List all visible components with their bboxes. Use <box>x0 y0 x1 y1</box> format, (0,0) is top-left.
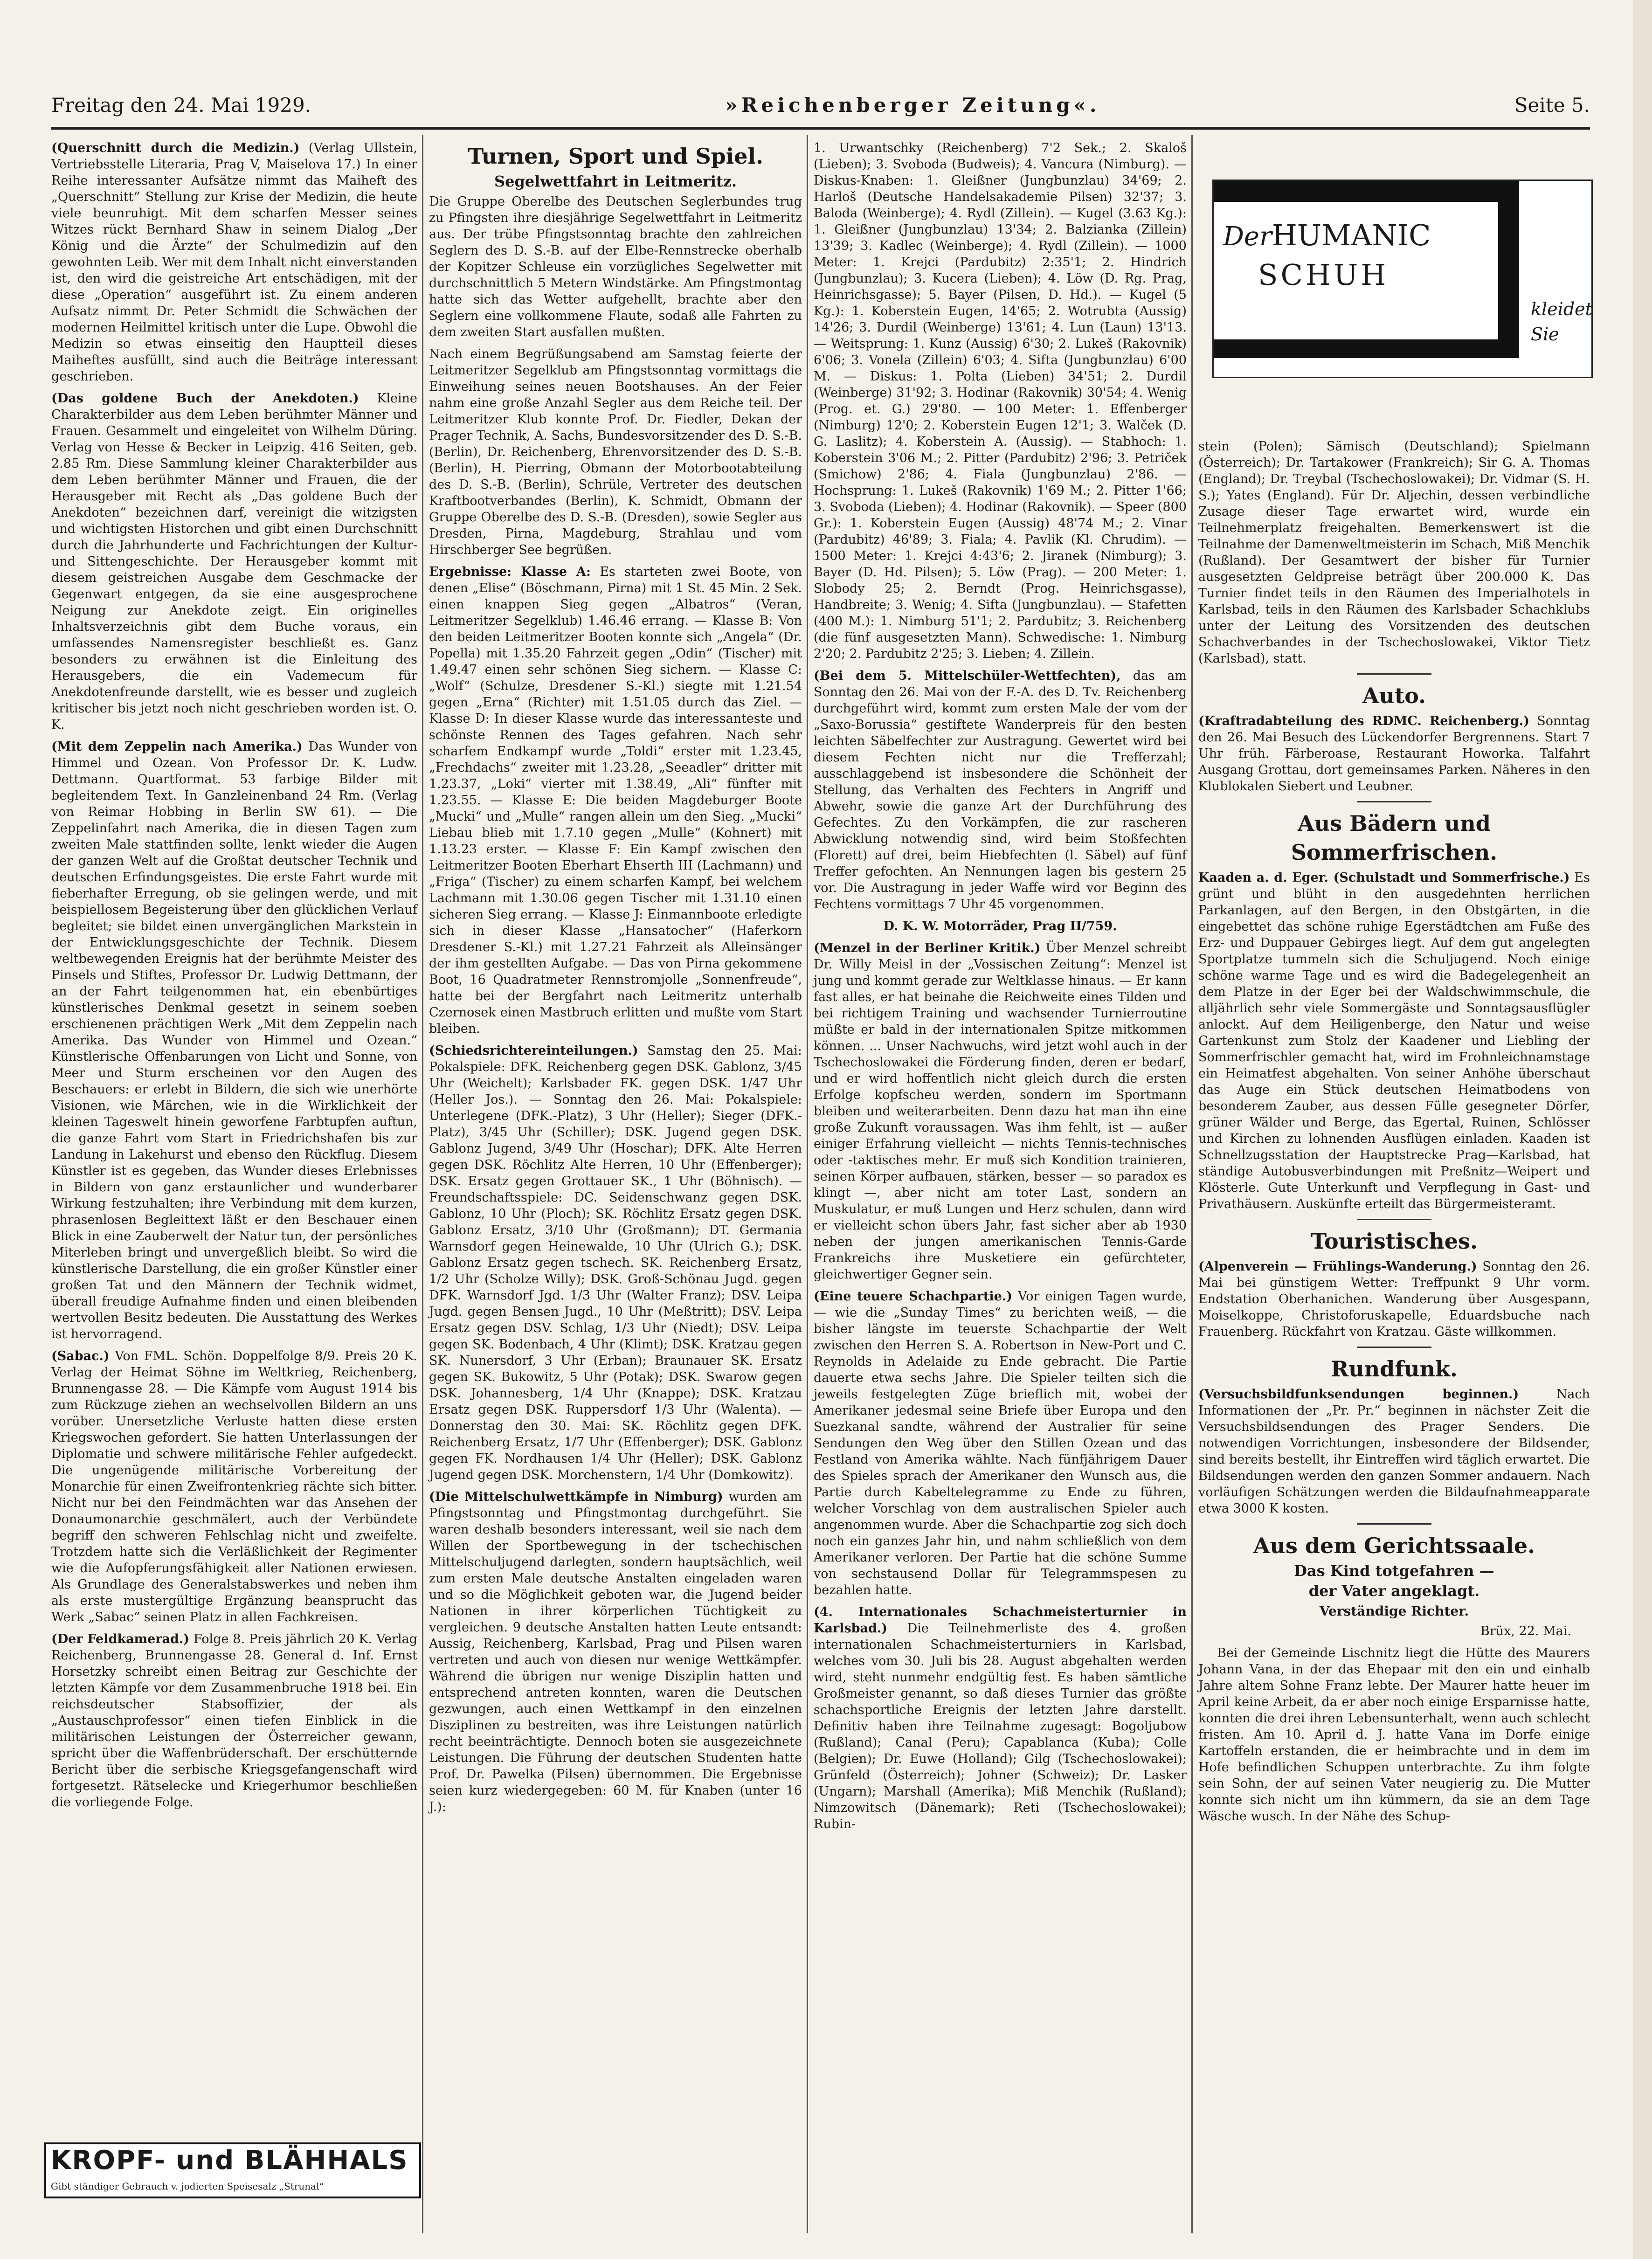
article-heading: (Alpenverein — Frühlings-Wanderung.) <box>1198 1259 1477 1274</box>
section-title-touristisches: Touristisches. <box>1311 1229 1478 1254</box>
article-paragraph <box>429 346 802 558</box>
section-divider <box>1357 801 1431 802</box>
article-anekdoten <box>51 390 417 733</box>
article-heading: (Versuchsbildfunksendungen beginnen.) <box>1198 1387 1519 1402</box>
article-heading: Kaaden a. d. Eger. (Schulstadt und Sommerfrische.) <box>1198 870 1570 885</box>
article-text: stein (Polen); Sämisch (Deutschland); Spielmann (Österreich); Dr. Tartakower (Frankreich); Sir G. A. Thomas (England); Dr. Treybal (Tschechoslowakei); Dr. Vidmar (S. H. S.); Yates (England). Für Dr. Aljechin, dessen verbindliche Zusage dieser Tage erwartet wird, wurde ein Teilnehmerplatz freigehalten. Bemerkenswert ist die Teilnahme der Damenweltmeisterin im Schach, Miß Menchik (Rußland). Der Gesamtwert der bisher für Turnier ausgesetzten Geldpreise beträgt über 200.000 K. Das Turnier findet teils in den Räumen des Imperialhotels in Karlsbad, teils in den Räumen des Karlsbader Schachklubs unter der Leitung des Vorsitzenden des deutschen Schachverbandes in der Tschechoslowakei, Viktor Tietz (Karlsbad), statt. <box>1198 439 1590 666</box>
article-paragraph <box>429 564 802 1037</box>
article-text: Über Menzel schreibt Dr. Willy Meisl in der „Vossischen Zeitung“: Menzel ist jung und kommt gerade zur Weltklasse hinaus. — Er kann fast alles, er hat beinahe die Reichweite eines Tilden und bei richtigem Training und wachsender Turnierroutine müßte er bald in der internationalen Spitze mitkommen können. ... Unser Nachwuchs, wird jetzt wohl auch in der Tschechoslowakei die Förderung finden, deren er bedarf, und er wird hoffentlich nicht gleich durch die ersten Erfolge kopfscheu werden, sondern im Sportmann bleiben und weiterarbeiten. Denn dazu hat man ihn eine große Zukunft voraussagen. Was ihm fehlt, ist — außer einiger Erfahrung vielleicht — nichts Tennis-technisches oder -taktisches mehr. Er muß sich Kondition trainieren, seinen Körper aufbauen, stärken, besser — so paradox es klingt —, aber nicht am toter Last, sondern an Muskulatur, er muß Lungen und Herz schulen, dann wird er vielleicht schon übers Jahr, fast sicher aber ab 1930 neben der jungen amerikanischen Tennis-Garde Frankreichs ihre Musketiere ein gefürchteter, gleichwertiger Gegner sein. <box>814 941 1187 1282</box>
ad-brand-line <box>1223 218 1431 252</box>
article-heading: (4. Internationales Schachmeisterturnier in Karlsbad.) <box>814 1605 1187 1636</box>
article-heading: (Die Mittelschulwettkämpfe in Nimburg) <box>429 1490 723 1504</box>
article-heading: (Bei dem 5. Mittelschüler-Wettfechten), <box>814 669 1121 683</box>
article-paragraph <box>429 1489 802 1815</box>
article-heading: (Das goldene Buch der Anekdoten.) <box>51 391 359 406</box>
ad-subline: Gibt ständiger Gebrauch v. jodierten Speisesalz „Strunal“ <box>51 2181 324 2192</box>
article-heading: D. K. W. Motorräder, Prag II/759. <box>883 919 1117 933</box>
headline-line: der Vater angeklagt. <box>1308 1582 1480 1600</box>
column-divider <box>807 135 808 2233</box>
headline-subline: Verständige Richter. <box>1319 1603 1469 1619</box>
section-divider <box>1357 1523 1431 1525</box>
section-divider <box>1357 1219 1431 1220</box>
article-paragraph <box>1198 713 1590 794</box>
article-feldkamerad <box>51 1631 417 1810</box>
article-text: Von FML. Schön. Doppelfolge 8/9. Preis 20 K. Verlag der Heimat Söhne im Weltkrieg, Reichenberg, Brunnengasse 28. — Die Kämpfe vom August 1914 bis zum Rückzuge ziehen an wechselvollen Bildern an uns vorüber. Unersetzliche Verluste hatten diese ersten Kriegswochen gefordert. Sie hatten Unterlassungen der Diplomatie und schwere militärische Fehler aufgedeckt. Die ungenügende militärische Vorbereitung der Monarchie für einen Zweifrontenkrieg rächte sich bitter. Nicht nur bei den Feindmächten war das Ansehen der Donaumonarchie geschmälert, auch der Verbündete begriff den schweren Fehlschlag nicht und zweifelte. Trotzdem hatte sich die Verläßlichkeit der Regimenter wie die Aufopferungsfähigkeit aller Nationen erwiesen. Als Grundlage des Generalstabswerkes und neben ihm als erste mustergültige Ergänzung beansprucht das Werk „Sabac“ seinen Platz in allen Fachkreisen. <box>51 1349 417 1624</box>
page-header <box>51 84 1590 126</box>
newspaper-title: »Reichenberger Zeitung«. <box>725 93 1100 117</box>
kropf-advertisement <box>44 2142 421 2198</box>
column-divider <box>422 135 423 2233</box>
ad-headline: KROPF- und BLÄHHALS <box>51 2145 408 2176</box>
article-paragraph <box>1198 1386 1590 1517</box>
article-paragraph <box>1198 870 1590 1212</box>
article-paragraph <box>814 1604 1187 1832</box>
ad-slogan <box>1531 295 1592 345</box>
article-text: Sonntag den 26. Mai bei günstigem Wetter: Treffpunkt 9 Uhr vorm. Endstation Oberhanichen. Wanderung über Ausgespann, Moiselkoppe, Christoforuskapelle, Eduardsbuche nach Frauenberg. Rückfahrt von Kratzau. Gäste willkommen. <box>1198 1259 1590 1339</box>
column-divider <box>1191 135 1193 2233</box>
article-heading: (Kraftradabteilung des RDMC. Reichenberg.) <box>1198 714 1529 728</box>
article-text: Nach Informationen der „Pr. Pr.“ beginnen in nächster Zeit die Versuchsbildsendungen des Prager Senders. Die notwendigen Vorrichtungen, insbesondere der Bildsender, sind bereits bestellt, ihr Eintreffen wird täglich erwartet. Die Bildsendungen werden den ganzen Sommer andauern. Nach vorläufigen Schätzungen werden die Bildaufnahmeapparate etwa 3000 K kosten. <box>1198 1387 1590 1516</box>
article-text: Das Wunder von Himmel und Ozean. Von Professor Dr. K. Ludw. Dettmann. Quartformat. 53 farbige Bilder mit begleitendem Text. In Ganzleinenband 24 Rm. (Verlag von Reimar Hobbing in Berlin SW 61). — Die Zeppelinfahrt nach Amerika, die in diesen Tagen zum zweiten Male stattfinden sollte, lenkt wieder die Augen der ganzen Welt auf die Großtat deutscher Technik und deutschen Erfindungsgeistes. Die erste Fahrt wurde mit fieberhafter Erregung, ob sie gelingen werde, und mit beispiellosem Begeisterung über den glücklichen Verlauf begleitet; sie bildet einen unvergänglichen Markstein in der Entwicklungsgeschichte der Technik. Diesem weltbewegenden Ereignis hat der berühmte Meister des Pinsels und Stiftes, Professor Dr. Ludwig Dettmann, der an der Fahrt teilgenommen hat, ein ebenbürtiges künstlerisches Denkmal gesetzt in seinem soeben erschienenen prächtigen Werk „Mit dem Zeppelin nach Amerika. Das Wunder von Himmel und Ozean.“ Künstlerische Offenbarungen von Licht und Sonne, von Meer und Sturm erscheinen vor den Augen des Beschauers: er erlebt in Bildern, die sich wie unerhörte Visionen, wie Märchen, wie in die Wirklichkeit der kleinen Tageswelt hinein geworfene Farbtupfen auftun, die ganze Fahrt vom Start in Friedrichshafen bis zur Landung in Lakehurst und ebenso den Rückflug. Diesem Künstler ist es gegeben, das Wunder dieses Erlebnisses in Bildern von ganz erstaunlicher und wunderbarer Wirkung festzuhalten; ihre Verbindung mit dem kurzen, phrasenlosen Begleittext läßt er den Beschauer einen Blick in eine Zauberwelt der Natur tun, der persönliches Miterleben bringt und unvergeßlich bleibt. So wird die künstlerische Darstellung, die ein großer Künstler einer großen Tat und den Männern der Technik widmet, überall freudige Aufnahme finden und einen bleibenden wertvollen Besitz bedeuten. Die Ausstattung des Werkes ist hervorragend. <box>51 739 417 1341</box>
section-title-auto: Auto. <box>1362 683 1426 708</box>
article-text: das am Sonntag den 26. Mai von der F.-A. des D. Tv. Reichenberg durchgeführt wird, kommt zum ersten Male der vom der „Saxo-Borussia“ gestiftete Wanderpreis für den besten leichten Säbelfechter zur Austragung. Gewertet wird bei diesem Fechten nicht nur die Trefferzahl; ausschlaggebend ist insbesondere die Schönheit der Stellung, das Verhalten des Fechters in Angriff und Abwehr, sowie die ganze Art der Durchführung des Gefechtes. Zu den Vorkämpfen, die zur rascheren Abwicklung notwendig sind, wird beim Stoßfechten (Florett) auf drei, beim Hiebfechten (l. Säbel) auf fünf Treffer gefochten. An Nennungen lagen bis gestern 25 vor. Die Austragung in jeder Waffe wird vor Beginn des Fechtens vormittags 7 Uhr 45 vorgenommen. <box>814 669 1187 912</box>
section-title-gericht: Aus dem Gerichtssaale. <box>1253 1533 1535 1558</box>
article-sabac <box>51 1348 417 1625</box>
ad-graphic <box>1498 181 1519 339</box>
section-title-rundfunk: Rundfunk. <box>1331 1356 1458 1382</box>
article-heading: (Schiedsrichtereinteilungen.) <box>429 1043 638 1058</box>
article-paragraph <box>814 940 1187 1283</box>
ad-slogan-text: kleidet Sie <box>1531 299 1592 345</box>
article-heading: (Sabac.) <box>51 1349 110 1363</box>
article-text: Kleine Charakterbilder aus dem Leben berühmter Männer und Frauen. Gesammelt und eingeleitet von Wilhelm Düring. Verlag von Hesse & Becker in Leipzig. 416 Seiten, geb. 2.85 Rm. Diese Sammlung kleiner Charakterbilder aus dem Leben berühmter Männer und Frauen, die der Herausgeber mit Recht als „Das goldene Buch der Anekdoten“ bezeichnen darf, vereinigt die witzigsten und wichtigsten Historchen und gibt einen Durchschnitt durch die Jahrhunderte und Fachrichtungen der Kultur- und Sittengeschichte. Der Herausgeber kommt mit diesem geistreichen Ausgabe dem Geschmacke der Gegenwart entgegen, da sie eine ausgesprochene Neigung zur Anekdote zeigt. Ein originelles Inhaltsverzeichnis gibt dem Buche voraus, ein umfassendes Namensregister beschließt es. Ganz besonders zu erwähnen ist die Einleitung des Herausgebers, die ein Vademecum für Anekdotenfreunde darstellt, wie es besser und zugleich kritischer bis jetzt noch nicht geschrieben worden ist. O. K. <box>51 391 417 732</box>
article-heading: (Eine teuere Schachpartie.) <box>814 1289 1013 1304</box>
article-text: Es grünt und blüht in den ausgedehnten herrlichen Parkanlagen, auf den Bergen, in den Obstgärten, in die eingebettet das schöne ruhige Egerstädtchen am Fuße des Erz- und Duppauer Gebirges liegt. Auf dem gut angelegten Sportplatze tummeln sich die Schuljugend. Noch einige schöne warme Tage und es wird die Badegelegenheit an dem Platze in der Eger bei der Waldschwimmschule, die alljährlich sehr viele Sommergäste und Sonntagsausflügler anlockt. Auf dem Heiligenberge, den Natur und weise Gartenkunst zum Stolz der Kaadener und Liebling der Sommerfrischler gemacht hat, wird im Frohnleichnamstage ein Heimatfest abgehalten. Von seiner Anhöhe überschaut das Auge ein Stück deutschen Heimatbodens von besonderem Zauber, aus dessen Fülle gesegneter Dörfer, grüner Wälder und Berge, das Egertal, Ruinen, Schlösser und Kirchen zu lohnenden Ausflügen einladen. Kaaden ist Schnellzugsstation der Hauptstrecke Prag—Karlsbad, hat ständige Autobusverbindungen mit Preßnitz—Weipert und Klösterle. Gute Unterkunft und Verpflegung in Gast- und Privathäusern. Auskünfte erteilt das Bürgermeisteramt. <box>1198 870 1590 1211</box>
article-paragraph <box>429 1043 802 1483</box>
headline-line: Das Kind totgefahren — <box>1294 1562 1494 1580</box>
article-text: Folge 8. Preis jährlich 20 K. Verlag Reichenberg, Brunnengasse 28. General d. Inf. Ernst Horsetzky schreibt einen Beitrag zur Geschichte der letzten Kämpfe vor dem Zusammenbruche 1918 bei. Ein reichsdeutscher Stabsoffizier, der als „Austauschprofessor“ einen tiefen Einblick in die militärischen Leistungen der Österreicher gewann, spricht über die Waffenbrüderschaft. Der erschütternde Bericht über die serbische Kriegsgefangenschaft wird fortgesetzt. Rätselecke und Kriegerhumor beschließen die vorliegende Folge. <box>51 1632 417 1810</box>
column-misc <box>1198 438 1590 1830</box>
article-paragraph <box>814 668 1187 912</box>
column-book-reviews <box>51 140 417 1816</box>
header-rule <box>51 127 1590 130</box>
header-date: Freitag den 24. Mai 1929. <box>51 93 311 117</box>
article-text: Bei der Gemeinde Lischnitz liegt die Hütte des Maurers Johann Vana, in der das Ehepaar mit den ein und einhalb Jahre altem Sohne Franz lebte. Der Maurer hatte heuer im April keine Arbeit, da er aber noch einige Ersparnisse hatte, konnten die drei ihren Lebensunterhalt, wenn auch schlecht fristen. Am 10. April d. J. hatte Vana im Dorfe einige Kartoffeln erstanden, die er heimbrachte und in dem im Hofe befindlichen Schuppen unterbrachte. Zu ihm folgte sein Sohn, der auf seinen Vater neugierig zu. Die Mutter konnte sich nicht um ihn kümmern, da sie an dem Tage Wäsche wusch. In der Nähe des Schup- <box>1198 1646 1590 1824</box>
article-paragraph <box>1198 438 1590 667</box>
article-text: 1. Urwantschky (Reichenberg) 7'2 Sek.; 2. Skaloš (Lieben); 3. Svoboda (Budweis); 4. Vancura (Nimburg). — Diskus-Knaben: 1. Gleißner (Jungbunzlau) 34'69; 2. Harloš (Deutsche Handelsakademie Pilsen) 32'37; 3. Baloda (Weinberge); 4. Rydl (Zillein). — Kugel (3.63 Kg.): 1. Gleißner (Jungbunzlau) 13'34; 2. Balzianka (Zillein) 13'39; 3. Kadlec (Weinberge); 4. Rydl (Zillein). — 1000 Meter: 1. Krejci (Pardubitz) 2:35'1; 2. Hindrich (Jungbunzlau); 3. Kucera (Lieben); 4. Löw (D. Rg. Prag, Heinrichsgasse); 5. Bayer (Pilsen, D. Hd.). — Kugel (5 Kg.): 1. Koberstein Eugen, 14'65; 2. Wotrubta (Aussig) 14'26; 3. Durdil (Weinberge) 13'61; 4. Lun (Laun) 13'13. — Weitsprung: 1. Kunz (Aussig) 6'30; 2. Lukeš (Rakovnik) 6'06; 3. Vonela (Zillein) 6'03; 4. Sifta (Jungbunzlau) 6'00 M. — Diskus: 1. Polta (Lieben) 34'51; 2. Durdil (Weinberge) 31'92; 3. Hodinar (Rakovnik) 30'54; 4. Wenig (Prog. et. G.) 29'80. — 100 Meter: 1. Effenberger (Nimburg) 12'0; 2. Koberstein Eugen 12'1; 3. Walček (D. G. Laslitz); 4. Koberstein A. (Aussig). — Stabhoch: 1. Koberstein 3'06 M.; 2. Pitter (Pardubitz) 2'96; 3. Petriček (Smichow) 2'86; 4. Fiala (Jungbunzlau) 2'86. — Hochsprung: 1. Lukeš (Rakovnik) 1'69 M.; 2. Pitter 1'66; 3. Svoboda (Lieben); 4. Hodinar (Rakovnik). — Speer (800 Gr.): 1. Koberstein Eugen (Aussig) 48'74 M.; 2. Vinar (Pardubitz) 46'89; 3. Fiala; 4. Pavlik (Kl. Chrudim). — 1500 Meter: 1. Krejci 4:43'6; 2. Jiranek (Nimburg); 3. Bayer (D. Hd. Pilsen); 5. Löw (Prag). — 200 Meter: 1. Slobody 25; 2. Berndt (Prog. Heinrichsgasse), Handbreite; 3. Wenig; 4. Sifta (Jungbunzlau). — Stafetten (400 M.): 1. Nimburg 51'1; 2. Pardubitz; 3. Reichenberg (die fünf ausgesetzten Mann). Schwedische: 1. Nimburg 2'20; 2. Pardubitz 2'25; 3. Lieben; 4. Zillein. <box>814 141 1187 661</box>
section-title-baeder: Aus Bädern und Sommerfrischen. <box>1291 811 1498 865</box>
article-zeppelin <box>51 739 417 1342</box>
ad-graphic <box>1214 339 1519 358</box>
page-number: Seite 5. <box>1514 93 1590 117</box>
article-heading: (Querschnitt durch die Medizin.) <box>51 141 300 155</box>
humanic-advertisement <box>1212 180 1593 378</box>
ad-graphic <box>1214 181 1517 202</box>
section-divider <box>1357 673 1431 675</box>
article-querschnitt <box>51 140 417 385</box>
paper-edge <box>1633 0 1652 2259</box>
section-divider <box>1357 1347 1431 1348</box>
article-heading: Ergebnisse: Klasse A: <box>429 565 591 579</box>
article-text: Nach einem Begrüßungsabend am Samstag feierte der Leitmeritzer Segelklub am Pfingstsonntag vormittags die Einweihung seines neuen Bootshauses. An der Feier nahm eine große Anzahl Segler aus dem Reiche teil. Der Leitmeritzer Klub konnte Prof. Dr. Fiedler, Dekan der Prager Technik, A. Sachs, Bundesvorsitzender des D. S.-B. (Berlin), Dr. Reichenberg, Ehrenvorsitzender des D. S.-B. (Berlin), H. Pierring, Obmann der Motorbootabteilung des D. S.-B. (Berlin), Schrüle, Vertreter des deutschen Kraftbootverbandes (Berlin), K. Schmidt, Obmann der Gruppe Oberelbe des D. S.-B. (Dresden), sowie Segler aus Dresden, Pirna, Magdeburg, Strahlau und vom Hirschberger See begrüßen. <box>429 347 802 557</box>
article-paragraph <box>814 1288 1187 1598</box>
subsection-title-segeln: Segelwettfahrt in Leitmeritz. <box>494 173 737 190</box>
article-paragraph <box>1198 1258 1590 1340</box>
article-text: Sonntag den 26. Mai Besuch des Lückendorfer Bergrennens. Start 7 Uhr früh. Färberoase, Restaurant Howorka. Talfahrt Ausgang Grottau, dort gemeinsames Parken. Näheres in den Klublokalen Siebert und Leubner. <box>1198 714 1590 794</box>
section-title-sport: Turnen, Sport und Spiel. <box>467 144 764 169</box>
article-paragraph <box>429 193 802 340</box>
article-heading: (Der Feldkamerad.) <box>51 1632 190 1646</box>
article-text: Es starteten zwei Boote, von denen „Elise“ (Böschmann, Pirna) mit 1 St. 45 Min. 2 Sek. einen knappen Sieg gegen „Albatros“ (Veran, Leitmeritzer Segelklub) 1.46.46 errang. — Klasse B: Von den beiden Leitmeritzer Booten konnte sich „Angela“ (Dr. Popella) mit 1.35.20 Fahrzeit gegen „Odin“ (Tischer) mit 1.49.47 einen sehr schönen Sieg sichern. — Klasse C: „Wolf“ (Schulze, Dresdener S.-Kl.) siegte mit 1.21.54 gegen „Erna“ (Richter) mit 1.51.05 durch das Ziel. — Klasse D: In dieser Klasse wurde das interessanteste und schönste Rennen des Tages gefahren. Nach sehr scharfem Endkampf wurde „Toldi“ erster mit 1.23.45, „Frechdachs“ zweiter mit 1.23.28, „Seeadler“ dritter mit 1.23.37, „Loki“ vierter mit 1.38.49, „Ali“ fünfter mit 1.23.55. — Klasse E: Die beiden Magdeburger Boote „Mucki“ und „Mulle“ rangen allein um den Sieg. „Mucki“ Liebau blieb mit 1.7.10 gegen „Mulle“ (Kohnert) mit 1.13.23 erster. — Klasse F: Ein Kampf zwischen den Leitmeritzer Booten Eberhart Ehserth III (Lachmann) und „Friga“ (Tischer) zu einem scharfen Kampf, bei welchem Lachmann mit 1.30.06 gegen Tischer mit 1.31.10 einen sicheren Sieg errang. — Klasse J: Einmannboote erledigte sich in dieser Klasse „Hansatocher“ (Haferkorn Dresdener S.-Kl.) mit 1.27.21 Fahrzeit als Alleinsänger der ihm gestellten Aufgabe. — Das von Pirna gekommene Boot, 16 Quadratmeter Rennstromjolle „Sonnenfreude“, hatte bei der Bergfahrt nach Leitmeritz unterhalb Czernosek einen Mastbruch erlitten und mußte vom Start bleiben. <box>429 565 802 1036</box>
article-heading: (Menzel in der Berliner Kritik.) <box>814 941 1041 955</box>
article-text: Samstag den 25. Mai: Pokalspiele: DFK. Reichenberg gegen DSK. Gablonz, 3/45 Uhr (Weichelt); Karlsbader FK. gegen DSK. 1/47 Uhr (Heller Jos.). — Sonntag den 26. Mai: Pokalspiele: Unterlegene (DFK.-Platz), 3 Uhr (Heller); Sieger (DFK.-Platz), 3/45 Uhr (Schiller); DSK. Jugend gegen DSK. Gablonz Jugend, 3/49 Uhr (Hoschar); DFK. Alte Herren gegen DSK. Röchlitz Alte Herren, 10 Uhr (Effenberger); DSK. Ersatz gegen Grottauer SK., 1 Uhr (Böhnisch). — Freundschaftsspiele: DC. Seidenschwanz gegen DSK. Gablonz, 10 Uhr (Ploch); SK. Röchlitz Ersatz gegen DSK. Gablonz Ersatz, 3/10 Uhr (Großmann); DT. Germania Warnsdorf gegen Heinewalde, 10 Uhr (Ulrich G.); DSK. Gablonz Ersatz gegen tschech. SK. Reichenberg Ersatz, 1/2 Uhr (Scholze Willy); DSK. Groß-Schönau Jugd. gegen DFK. Warnsdorf Jgd. 1/3 Uhr (Walter Franz); DSV. Leipa Jugd. gegen Bensen Jugd., 10 Uhr (Meßtritt); DSV. Leipa Ersatz gegen DSV. Schlag, 1/3 Uhr (Niedt); DSV. Leipa gegen SK. Bodenbach, 4 Uhr (Klimt); DSK. Kratzau gegen SK. Nunersdorf, 3 Uhr (Erban); Braunauer SK. Ersatz gegen SK. Bukowitz, 5 Uhr (Potak); DSK. Swarow gegen DSK. Johannesberg, 1/4 Uhr (Knappe); DSK. Kratzau Ersatz gegen DSK. Ruppersdorf 1/3 Uhr (Walenta). — Donnerstag den 30. Mai: SK. Röchlitz gegen DFK. Reichenberg Ersatz, 1/7 Uhr (Effenberger); DSK. Gablonz gegen FK. Nordhausen 1/4 Uhr (Heller); DSK. Gablonz Jugend gegen DSK. Morchenstern, 1/4 Uhr (Domkowitz). <box>429 1043 802 1482</box>
article-text: (Verlag Ullstein, Vertriebsstelle Literaria, Prag V, Maiselova 17.) In einer Reihe interessanter Aufsätze nimmt das Maiheft des „Querschnitt“ Stellung zur Krise der Medizin, die heute viele beunruhigt. Mit dem scharfen Messer seines Witzes rückt Bernhard Shaw in seinem Dialog „Der König und die Ärzte“ der Schulmedizin auf den gewohnten Leib. Wer mit dem Inhalt nicht einverstanden ist, den wird die geistreiche Art entschädigen, mit der diese „Operation“ ausgeführt ist. Zu einem anderen Aufsatz nimmt Dr. Peter Schmidt die Schwächen der modernen Heilmittel kritisch unter die Lupe. Obwohl die Medizin so etwas einseitig den Hauptteil dieses Maiheftes ausfüllt, sind auch die Beiträge interessant geschrieben. <box>51 141 418 384</box>
article-text: Die Teilnehmerliste des 4. großen internationalen Schachmeisterturniers in Karlsbad, welches vom 30. Juli bis 28. August abgehalten werden wird, steht nunmehr endgültig fest. Es haben sämtliche Großmeister genannt, so daß dieses Turnier das größte schachsportliche Ereignis der letzten Jahre darstellt. Definitiv haben ihre Teilnahme zugesagt: Bogoljubow (Rußland); Canal (Peru); Capablanca (Kuba); Colle (Belgien); Dr. Euwe (Holland); Gilg (Tschechoslowakei); Grünfeld (Österreich); Johner (Schweiz); Dr. Lasker (Ungarn); Marshall (Amerika); Miß Menchik (Rußland); Nimzowitsch (Dänemark); Reti (Tschechoslowakei); Rubin- <box>814 1621 1187 1831</box>
article-paragraph <box>814 140 1187 662</box>
dateline: Brüx, 22. Mai. <box>1480 1624 1571 1638</box>
article-text: Vor einigen Tagen wurde, — wie die „Sunday Times“ zu berichten weiß, — die bisher längste im teuerste Schachpartie der Welt zwischen den Herren S. A. Robertson in New-Port und C. Reynolds in Adelaide zu Ende gebracht. Die Partie dauerte etwa sechs Jahre. Die Spieler teilten sich die jeweils festgelegten Züge brieflich mit, wobei der Amerikaner jedesmal seine Briefe über Europa und den Suezkanal sandte, während der Australier für seine Sendungen den Weg über den Stillen Ozean und das Festland von Amerika wählte. Nach fünfjährigem Dauer des Spieles sprach der Amerikaner den Wunsch aus, die Partie durch Kabeltelegramme zu Ende zu führen, welcher Vorschlag von dem australischen Spieler auch angenommen wurde. Aber die Schachpartie zog sich doch noch ein ganzes Jahr hin, und nahm schließlich von dem Amerikaner verloren. Der Partie hat die schöne Summe von sechstausend Dollar für Telegrammspesen zu bezahlen hatte. <box>814 1289 1187 1597</box>
article-text: wurden am Pfingstsonntag und Pfingstmontag durchgeführt. Sie waren deshalb besonders interessant, weil sie nach dem Willen der Sportbewegung in der tschechischen Mittelschuljugend darlegten, sondern hauptsächlich, weil zum ersten Male deutsche Anstalten eingeladen waren und so die Möglichkeit geboten war, die Jugend beider Nationen in ihrer körperlichen Tüchtigkeit zu vergleichen. 9 deutsche Anstalten hatten Leute entsandt: Aussig, Reichenberg, Karlsbad, Prag und Pilsen waren vertreten und auch von diesen nur wenige Wettkämpfer. Während die übrigen nur wenige Disziplin hatten und entsprechend antreten konnten, waren die Deutschen gezwungen, auch einen Wettkampf in den einzelnen Disziplinen zu bestreiten, was ihre Leistungen natürlich recht beeinträchtigte. Dennoch boten sie ausgezeichnete Leistungen. Die Führung der deutschen Studenten hatte Prof. Dr. Pawelka (Pilsen) übernommen. Die Ergebnisse seien kurz wiedergegeben: 60 M. für Knaben (unter 16 J.): <box>429 1490 802 1814</box>
ad-word-schuh: SCHUH <box>1258 258 1389 292</box>
column-results <box>814 140 1187 1838</box>
ad-word-der: Der <box>1223 221 1272 252</box>
classified-line <box>814 918 1187 934</box>
ad-word-humanic: HUMANIC <box>1272 218 1431 252</box>
article-text: Die Gruppe Oberelbe des Deutschen Seglerbundes trug zu Pfingsten ihre diesjährige Segelwettfahrt in Leitmeritz aus. Der trübe Pfingstsonntag brachte den zahlreichen Seglern des D. S.-B. auf der Elbe-Rennstrecke oberhalb der Kopitzer Schleuse ein vorzügliches Segelwetter mit durchschnittlich 5 Metern Windstärke. Am Pfingstmontag hatte sich das Wetter aufgehellt, brachte aber den Seglern eine vollkommene Flaute, sodaß alle Fahrten zu dem zweiten Start ausfallen mußten. <box>429 194 802 339</box>
column-sport <box>429 140 802 1821</box>
article-heading: (Mit dem Zeppelin nach Amerika.) <box>51 739 303 754</box>
